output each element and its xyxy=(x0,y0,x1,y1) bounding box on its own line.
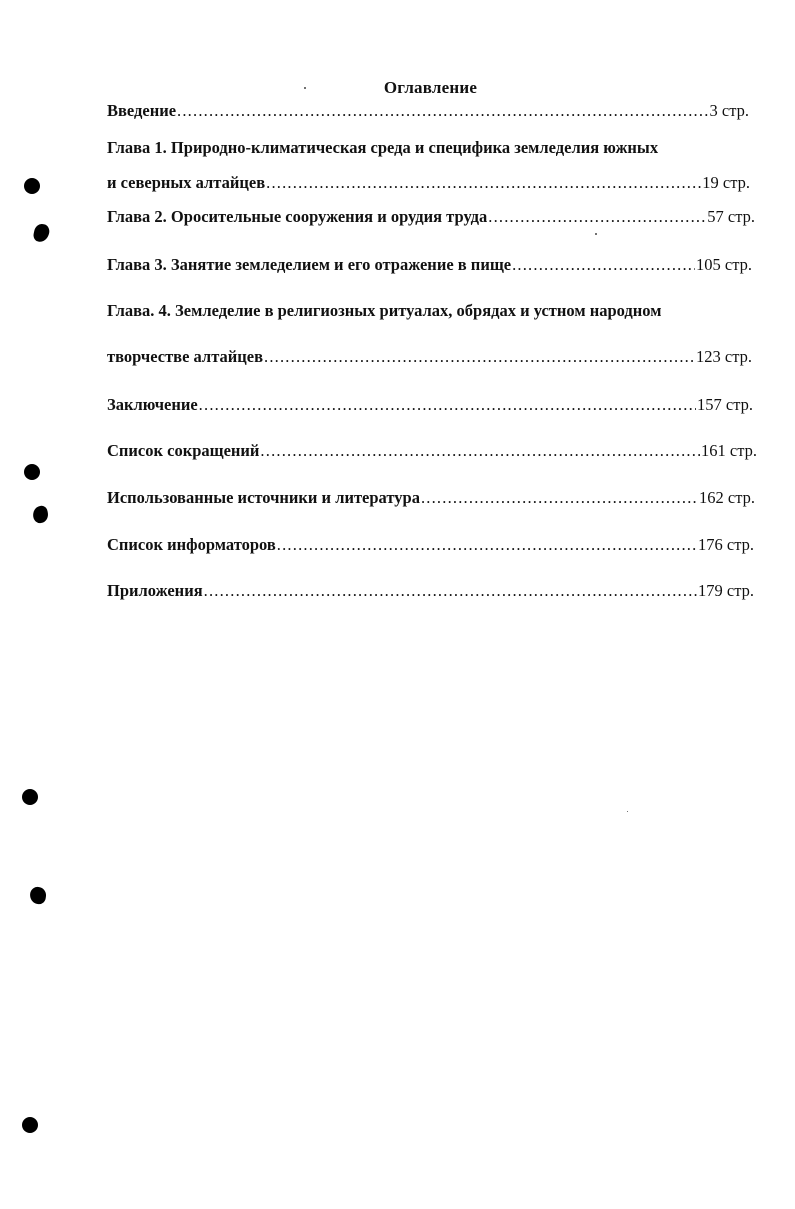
toc-entry-text: Список сокращений xyxy=(107,441,260,460)
toc-entry-abbreviations xyxy=(107,441,757,461)
toc-entry-sources xyxy=(107,488,755,508)
toc-entry-text: Глава 2. Оросительные сооружения и орудия труда xyxy=(107,207,488,226)
dot-leader xyxy=(512,255,695,275)
toc-entry-text: и северных алтайцев xyxy=(107,173,266,192)
toc-entry-text: Использованные источники и литература xyxy=(107,488,420,507)
toc-entry-chapter-1-line-2 xyxy=(107,173,750,193)
toc-entry-text: Глава 1. Природно-климатическая среда и специфика земледелия южных xyxy=(107,138,659,157)
dot-leader xyxy=(277,535,697,555)
dot-leader xyxy=(260,441,700,461)
punch-hole xyxy=(22,789,38,805)
toc-entry-page: 176 стр. xyxy=(698,535,754,554)
scan-speck xyxy=(595,233,597,235)
toc-entry-text: Приложения xyxy=(107,581,203,600)
punch-hole xyxy=(24,464,40,480)
dot-leader xyxy=(266,173,701,193)
toc-entry-text: Список информаторов xyxy=(107,535,276,554)
toc-entry-page: 19 стр. xyxy=(702,173,750,192)
page-title: Оглавление xyxy=(383,78,478,97)
toc-entry-page: 3 стр. xyxy=(709,101,749,120)
scan-speck xyxy=(304,87,306,89)
toc-entry-text: Введение xyxy=(107,101,177,120)
toc-entry-introduction xyxy=(107,101,749,121)
toc-entry-text: Глава 3. Занятие земледелием и его отражение в пище xyxy=(107,255,512,274)
toc-entry-page: 157 стр. xyxy=(697,395,753,414)
toc-entry-informants xyxy=(107,535,754,555)
toc-entry-conclusion xyxy=(107,395,753,415)
scan-blot xyxy=(32,505,50,524)
toc-entry-text: Заключение xyxy=(107,395,198,414)
toc-entry-page: 179 стр. xyxy=(698,581,754,600)
toc-entry-appendices xyxy=(107,581,754,601)
toc-entry-page: 57 стр. xyxy=(707,207,755,226)
punch-hole xyxy=(22,1117,38,1133)
dot-leader xyxy=(204,581,697,601)
toc-entry-page: 161 стр. xyxy=(701,441,757,460)
dot-leader xyxy=(199,395,696,415)
scan-blot xyxy=(29,886,47,905)
punch-hole xyxy=(24,178,40,194)
dot-leader xyxy=(264,347,695,367)
toc-entry-chapter-3 xyxy=(107,255,752,275)
toc-entry-text: Глава. 4. Земледелие в религиозных ритуалах, обрядах и устном народном xyxy=(107,301,662,320)
scan-blot xyxy=(32,223,50,244)
toc-entry-page: 123 стр. xyxy=(696,347,752,366)
toc-entry-chapter-1-line-1 xyxy=(107,138,747,158)
toc-entry-chapter-2 xyxy=(107,207,755,227)
dot-leader xyxy=(421,488,698,508)
toc-entry-text: творчестве алтайцев xyxy=(107,347,263,366)
toc-entry-page: 162 стр. xyxy=(699,488,755,507)
toc-entry-chapter-4-line-1 xyxy=(107,301,749,321)
toc-entry-page: 105 стр. xyxy=(696,255,752,274)
dot-leader xyxy=(488,207,706,227)
scan-speck xyxy=(627,811,628,812)
toc-entry-chapter-4-line-2 xyxy=(107,347,752,367)
dot-leader xyxy=(177,101,708,121)
